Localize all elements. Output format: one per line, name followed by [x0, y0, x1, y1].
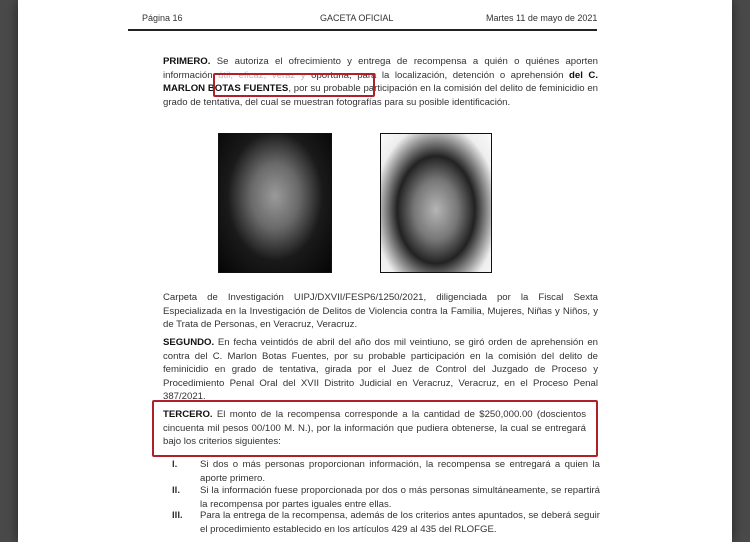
criteria-number: I. [172, 459, 178, 470]
gazette-title: GACETA OFICIAL [320, 13, 394, 23]
header-rule [128, 29, 597, 31]
criteria-number: III. [172, 510, 183, 521]
carpeta-paragraph: Carpeta de Investigación UIPJ/DXVII/FESP6/1250/2021, diligenciada por la Fiscal Sexta Especializada en la Investigación de Delitos de Violencia contra la Familia, Mujeres, Niñas y Niños, y de Trata de Personas, en Veracruz, Veracruz. [163, 292, 598, 331]
primero-label: PRIMERO. [163, 56, 211, 67]
criteria-number: II. [172, 485, 180, 496]
tercero-paragraph [163, 408, 586, 449]
criteria-text: Si la información fuese proporcionada por dos o más personas simultáneamente, se repartirá la recompensa por partes iguales entre ellas. [200, 485, 600, 510]
suspect-photo-1 [218, 133, 332, 273]
criteria-text: Si dos o más personas proporcionan información, la recompensa se entregará a quien la aporte primero. [200, 459, 600, 484]
issue-date: Martes 11 de mayo de 2021 [486, 13, 598, 23]
segundo-label: SEGUNDO. [163, 337, 215, 348]
primero-text: oportuna, para la localización, detención o aprehensión [305, 69, 570, 81]
obscured-text: útil, eficaz, veraz y [218, 69, 306, 81]
suspect-name: del C. MARLON BOTAS FUENTES [163, 69, 598, 95]
segundo-text: En fecha veintidós de abril del año dos mil veintiuno, se giró orden de aprehensión en contra del C. Marlon Botas Fuentes, por su probable participación en la comisión del delito de feminicidio en grado de tentativa, girada por el Juez de Control del Juzgado de Proceso y Procedimiento Penal Oral del XVII Distrito Judicial en Veracruz, Veracruz, en el Proceso Penal 387/2021. [163, 337, 598, 403]
tercero-label: TERCERO. [163, 409, 213, 420]
primero-text: , por su probable participación en la comisión del delito de feminicidio en grado de tentativa, del cual se muestran fotografías para su posible identificación. [163, 83, 598, 108]
segundo-paragraph [163, 336, 598, 404]
name-highlight-box [213, 73, 375, 97]
suspect-photo-2 [380, 133, 492, 273]
page-number: Página 16 [142, 13, 183, 23]
tercero-text: El monto de la recompensa corresponde a la cantidad de $250,000.00 (doscientos cincuenta mil pesos 00/100 M. N.), por la información que pudiera obtenerse, la cual se entregará bajo los criterios siguientes: [163, 409, 586, 448]
criteria-text: Para la entrega de la recompensa, además de los criterios antes apuntados, se deberá seguir el procedimiento establecido en los artículos 429 al 435 del RLOFGE. [200, 510, 600, 535]
primero-text: Se autoriza el ofrecimiento y entrega de recompensa a quién o quiénes aporten información [163, 56, 598, 81]
